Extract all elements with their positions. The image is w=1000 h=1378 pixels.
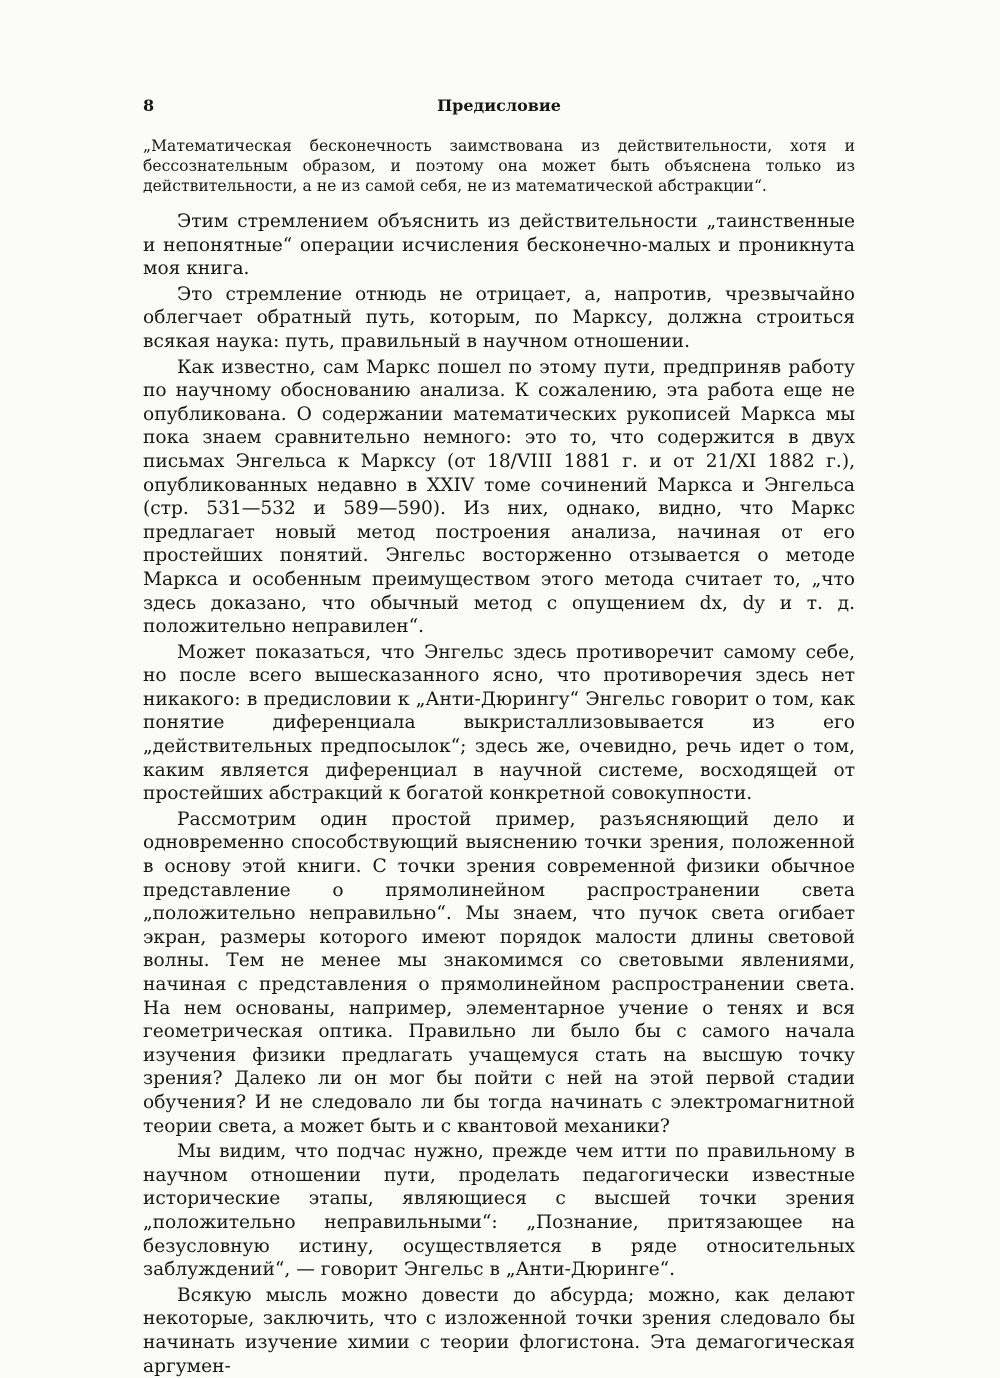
paragraph: Как известно, сам Маркс пошел по этому пути, предприняв работу по научному обоснованию анализа. К сожалению, эта работа еще не опубликована. О содержании математических рукописей Маркса мы пока знаем сравнительно немного: это то, что содержится в двух письмах Энгельса к Марксу (от 18/VIII 1881 г. и от 21/XI 1882 г.), опубликованных недавно в XXIV томе сочинений Маркса и Энгельса (стр. 531—532 и 589—590). Из них, однако, видно, что Маркс предлагает новый метод построения анализа, начиная от его простейших понятий. Энгельс восторженно отзывается о методе Маркса и особенным преимуществом этого метода считает то, „что здесь доказано, что обычный метод с опущением dx, dy и т. д. положительно неправилен“.	[143, 356, 855, 638]
paragraph: Рассмотрим один простой пример, разъясняющий дело и одновременно способствующий выяснению точки зрения, положенной в основу этой книги. С точки зрения современной физики обычное представление о прямолинейном распространении света „положительно неправильно“. Мы знаем, что пучок света огибает экран, размеры которого имеют порядок малости длины световой волны. Тем не менее мы знакомимся со световыми явлениями, начиная с представления о прямолинейном распространении света. На нем основаны, например, элементарное учение о тенях и вся геометрическая оптика. Правильно ли было бы с самого начала изучения физики предлагать учащемуся стать на высшую точку зрения? Далеко ли он мог бы пойти с ней на этой первой стадии обучения? И не следовало ли бы тогда начинать с электромагнитной теории света, а может быть и с квантовой механики?	[143, 808, 855, 1137]
paragraph: Этим стремлением объяснить из действительности „таинственные и непонятные“ операции исчисления бесконечно-малых и проникнута моя книга.	[143, 211, 855, 280]
paragraph: Всякую мысль можно довести до абсурда; можно, как делают некоторые, заключить, что с изложенной точки зрения следовало бы начинать изучение химии с теории флогистона. Эта демагогическая аргумен-	[143, 1284, 855, 1377]
paragraph: Мы видим, что подчас нужно, прежде чем итти по правильному в научном отношении пути, проделать педагогически известные исторические этапы, являющиеся с высшей точки зрения „положительно неправильными“: „Познание, притязающее на безусловную истину, осуществляется в ряде относительных заблуждений“, — говорит Энгельс в „Анти-Дюринге“.	[143, 1141, 855, 1281]
running-title: Предисловие	[437, 96, 561, 115]
page-header	[143, 96, 855, 118]
paragraph: Это стремление отнюдь не отрицает, а, напротив, чрезвычайно облегчает обратный путь, которым, по Марксу, должна строиться всякая наука: путь, правильный в научном отношении.	[143, 283, 855, 352]
epigraph-quote: „Математическая бесконечность заимствована из действительности, хотя и бессознательным образом, и поэтому она может быть объяснена только из действительности, а не из самой себя, не из математической абстракции“.	[143, 137, 855, 195]
paragraph: Может показаться, что Энгельс здесь противоречит самому себе, но после всего вышесказанного ясно, что противоречия здесь нет никакого: в предисловии к „Анти-Дюрингу“ Энгельс говорит о том, как понятие диференциала выкристаллизовывается из его „действительных предпосылок“; здесь же, очевидно, речь идет о том, каким является диференциал в научной системе, восходящей от простейших абстракций к богатой конкретной совокупности.	[143, 641, 855, 805]
page-number: 8	[143, 96, 155, 115]
body-text	[143, 210, 855, 1378]
